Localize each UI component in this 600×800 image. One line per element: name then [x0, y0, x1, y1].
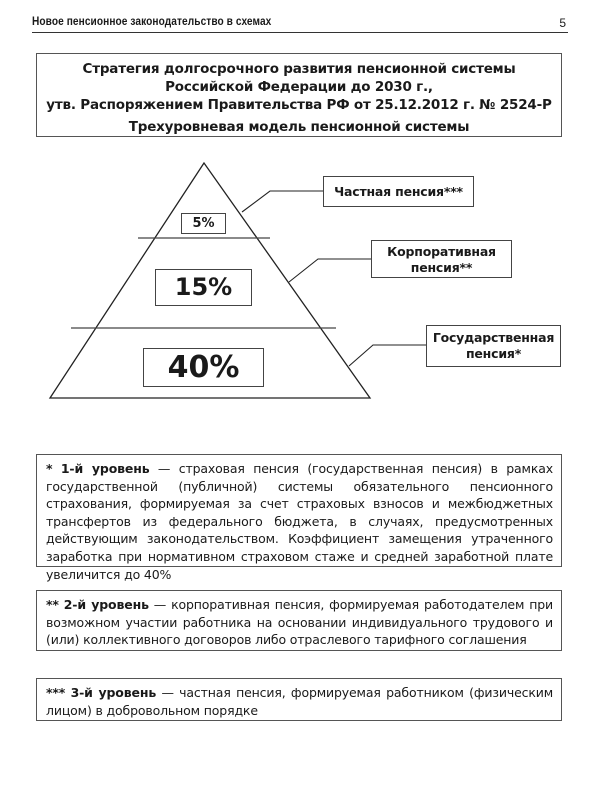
model-subtitle: Трехуровневая модель пенсионной системы: [128, 119, 470, 135]
title-line-3: утв. Распоряжением Правительства РФ от 25.12.2012 г. № 2524-Р: [46, 97, 552, 113]
running-title: Новое пенсионное законодательство в схемах: [32, 16, 272, 28]
connector-private: [242, 191, 323, 212]
label-state-pension: [426, 325, 561, 367]
note-level-2: [36, 590, 562, 651]
label-corporate-line2: пенсия**: [410, 260, 473, 275]
note-1-marker: *: [46, 461, 53, 476]
title-line-2: Российской Федерации до 2030 г.,: [165, 79, 433, 95]
label-corporate-line1: Корпоративная: [387, 244, 496, 259]
note-level-1: [36, 454, 562, 582]
label-corporate-pension: [371, 240, 512, 278]
title-line-1: Стратегия долгосрочного развития пенсионной системы: [82, 61, 516, 77]
note-1-level: 1-й уровень: [60, 461, 150, 476]
label-state-line2: пенсия*: [465, 346, 522, 361]
note-3-text: — частная пенсия, формируемая работником (физическим лицом) в добровольном порядке: [46, 685, 553, 718]
connector-state: [349, 345, 427, 366]
note-3-level: 3-й уровень: [70, 685, 157, 700]
label-private-pension: [323, 176, 474, 207]
note-level-3: [36, 678, 562, 721]
percent-box-private: 5%: [181, 213, 226, 234]
page-number: 5: [559, 16, 566, 30]
note-2-marker: **: [46, 597, 59, 612]
connector-corporate: [289, 259, 371, 282]
percent-box-state: 40%: [143, 348, 264, 387]
label-private-text: Частная пенсия***: [334, 184, 463, 199]
note-1-text: — страховая пенсия (государственная пенсия) в рамках государственной (публичной) системы обязательного пенсионного страхования, формируемая за счет страховых взносов и межбюджетных трансфертов из федерального бюджета, в случаях, предусмотренных действующим законодательством. Коэффициент замещения утраченного заработка при нормативном страховом стаже и средней заработной плате увеличится до 40%: [46, 461, 553, 582]
note-2-text: — корпоративная пенсия, формируемая работодателем при возможном участии работника на основании индивидуального трудового и (или) коллективного договоров либо отраслевого тарифного соглашения: [46, 597, 553, 648]
percent-box-corporate: 15%: [155, 269, 252, 306]
note-2-level: 2-й уровень: [63, 597, 149, 612]
label-state-line1: Государственная: [432, 330, 555, 345]
note-3-marker: ***: [46, 685, 66, 700]
